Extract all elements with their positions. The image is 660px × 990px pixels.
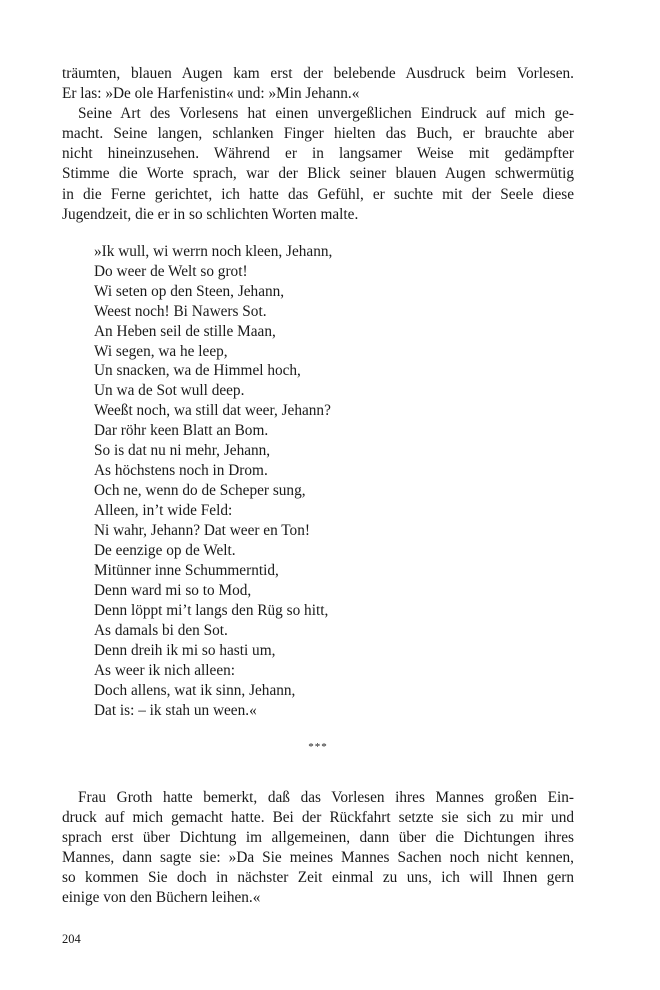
page-number: 204 [62, 932, 81, 946]
poem-line: Denn dreih ik mi so hasti um, [94, 641, 276, 659]
poem-line: Ni wahr, Jehann? Dat weer en Ton! [94, 522, 310, 540]
poem-line: Un snacken, wa de Himmel hoch, [94, 362, 301, 380]
poem-line: Dar röhr keen Blatt an Bom. [94, 422, 269, 440]
poem-line: Un wa de Sot wull deep. [94, 382, 245, 400]
text-line: druck auf mich gemacht hatte. Bei der Rückfahrt setzte sie sich zu mir und [62, 808, 574, 826]
paragraph-3-continued [62, 808, 574, 908]
text-line: so kommen Sie doch in nächster Zeit einmal zu uns, ich will Ihnen gern [62, 869, 574, 886]
text-line: Jugendzeit, die er in so schlichten Worten malte. [62, 205, 359, 223]
poem-line: Och ne, wenn do de Scheper sung, [94, 482, 306, 500]
poem-line: Denn löppt mi’t langs den Rüg so hitt, [94, 601, 329, 619]
poem-line: Dat is: – ik stah un ween.« [94, 701, 257, 719]
poem-line: Denn ward mi so to Mod, [94, 581, 252, 599]
text-line: Er las: »De ole Harfenistin« und: »Min Jehann.« [62, 85, 360, 103]
text-line: träumten, blauen Augen kam erst der belebende Ausdruck beim Vorlesen. [62, 65, 574, 82]
text-line: einige von den Büchern leihen.« [62, 889, 261, 907]
poem-line: Do weer de Welt so grot! [94, 262, 248, 280]
text-line: nicht hineinzusehen. Während er in langsamer Weise mit gedämpfter [62, 145, 574, 163]
poem-line: As damals bi den Sot. [94, 621, 228, 639]
poem-line: Wi seten op den Steen, Jehann, [94, 282, 285, 300]
poem-line: Wi segen, wa he leep, [94, 342, 228, 360]
poem-line: As höchstens noch in Drom. [94, 462, 268, 480]
poem-line: So is dat nu ni mehr, Jehann, [94, 442, 271, 460]
section-separator: *** [308, 740, 328, 753]
text-line: macht. Seine langen, schlanken Finger hielten das Buch, er brauchte aber [62, 125, 574, 143]
poem-line: Weest noch! Bi Nawers Sot. [94, 302, 267, 320]
poem-line: Weeßt noch, wa still dat weer, Jehann? [94, 402, 331, 420]
text-line: Seine Art des Vorlesens hat einen unvergeßlichen Eindruck auf mich ge- [78, 105, 574, 123]
poem-line: Mitünner inne Schummerntid, [94, 562, 279, 579]
poem-line: An Heben seil de stille Maan, [94, 322, 276, 340]
poem-line: Doch allens, wat ik sinn, Jehann, [94, 681, 296, 699]
text-line: in die Ferne gerichtet, ich hatte das Gefühl, er suchte mit der Seele diese [62, 185, 574, 203]
poem-line: De eenzige op de Welt. [94, 542, 236, 560]
text-line: Stimme die Worte sprach, war der Blick seiner blauen Augen schwermütig [62, 165, 574, 183]
poem-line: Alleen, in’t wide Feld: [94, 502, 233, 520]
text-line: sprach erst über Dichtung im allgemeinen, dann über die Dichtungen ihres [62, 828, 574, 846]
text-line: Mannes, dann sagte sie: »Da Sie meines Mannes Sachen noch nicht kennen, [62, 848, 574, 866]
paragraph-3 [62, 788, 574, 808]
paragraph-2 [62, 104, 574, 124]
text-line: Frau Groth hatte bemerkt, daß das Vorlesen ihres Mannes großen Ein- [78, 788, 574, 806]
poem-line: »Ik wull, wi werrn noch kleen, Jehann, [94, 242, 333, 260]
page-body [62, 64, 574, 908]
paragraph-1 [62, 64, 574, 104]
poem-line: As weer ik nich alleen: [94, 661, 236, 679]
paragraph-2-continued [62, 124, 574, 224]
poem [94, 242, 574, 721]
